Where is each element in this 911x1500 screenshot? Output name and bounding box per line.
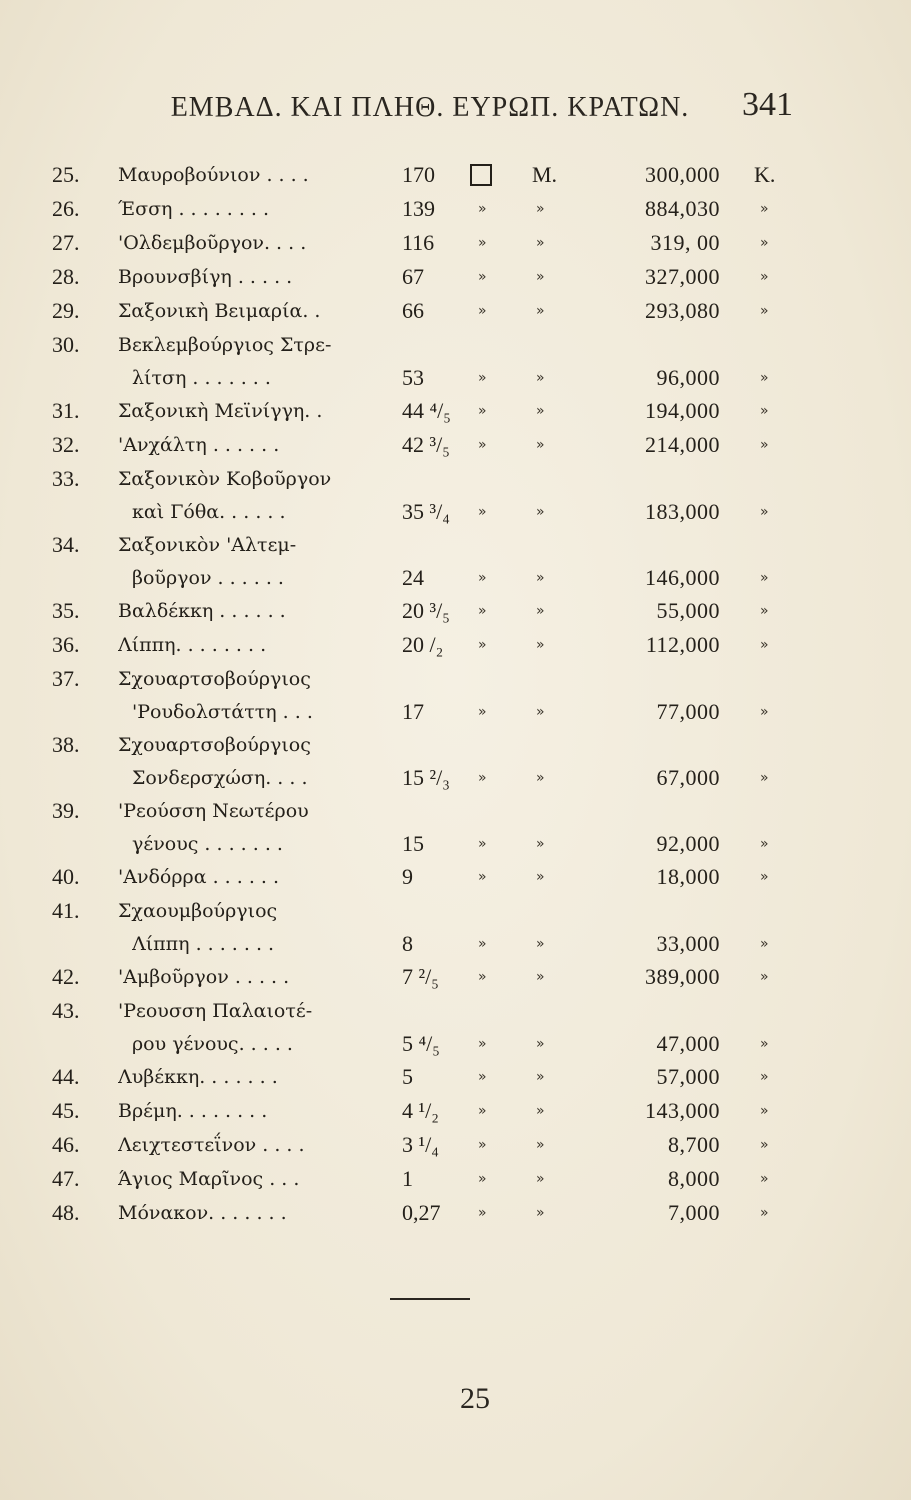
population-value: 96,000 bbox=[656, 365, 720, 390]
row-number: 39. bbox=[52, 798, 80, 823]
ditto-mark: » bbox=[760, 303, 769, 319]
area-value: 7 ²/₅ bbox=[402, 964, 439, 989]
population-value: 214,000 bbox=[645, 432, 720, 457]
ditto-mark: » bbox=[536, 770, 545, 786]
ditto-mark: » bbox=[760, 201, 769, 217]
population-value: 327,000 bbox=[645, 264, 720, 289]
state-name: 'Ανχάλτη . . . . . . bbox=[118, 434, 280, 456]
area-value: 8 bbox=[402, 931, 413, 956]
state-name: Βεκλεμβούργιος Στρε- bbox=[118, 334, 332, 356]
row-number: 25. bbox=[52, 162, 80, 187]
state-name: Λυβέκκη. . . . . . . bbox=[118, 1066, 278, 1088]
ditto-mark: » bbox=[536, 603, 545, 619]
state-name: Έσση . . . . . . . . bbox=[118, 198, 270, 220]
row-number: 41. bbox=[52, 898, 80, 923]
ditto-mark: » bbox=[478, 1137, 487, 1153]
row-number: 35. bbox=[52, 598, 80, 623]
row-number: 44. bbox=[52, 1064, 80, 1089]
area-value: 42 ³/₅ bbox=[402, 432, 450, 457]
population-value: 77,000 bbox=[656, 699, 720, 724]
table-row bbox=[0, 192, 911, 226]
population-value: 300,000 bbox=[645, 162, 720, 187]
area-value: 4 ¹/₂ bbox=[402, 1098, 439, 1123]
ditto-mark: » bbox=[760, 869, 769, 885]
table-row bbox=[0, 158, 911, 192]
table-row bbox=[0, 794, 911, 828]
row-number: 31. bbox=[52, 398, 80, 423]
ditto-mark: » bbox=[536, 1036, 545, 1052]
ditto-mark: » bbox=[760, 603, 769, 619]
ditto-mark: » bbox=[478, 1171, 487, 1187]
population-value: 884,030 bbox=[645, 196, 720, 221]
state-name: Σχαουμβούργιος bbox=[118, 900, 278, 922]
row-number: 42. bbox=[52, 964, 80, 989]
ditto-mark: » bbox=[760, 637, 769, 653]
table-row bbox=[0, 528, 911, 562]
population-value: 92,000 bbox=[656, 831, 720, 856]
area-value: 170 bbox=[402, 162, 435, 187]
ditto-mark: » bbox=[536, 637, 545, 653]
ditto-mark: » bbox=[478, 403, 487, 419]
ditto-mark: » bbox=[760, 1103, 769, 1119]
table-row bbox=[0, 394, 911, 428]
ditto-mark: » bbox=[536, 869, 545, 885]
state-name: Σαξονικὴ Μεϊνίγγη. . bbox=[118, 400, 323, 422]
population-value: 7,000 bbox=[668, 1200, 720, 1225]
area-value: 53 bbox=[402, 365, 424, 390]
state-name: Μόνακον. . . . . . . bbox=[118, 1202, 287, 1224]
ditto-mark: » bbox=[478, 704, 487, 720]
table-row-continuation bbox=[0, 696, 911, 728]
table-row-continuation bbox=[0, 362, 911, 394]
state-name: Λίππη . . . . . . . bbox=[132, 933, 275, 955]
row-number: 43. bbox=[52, 998, 80, 1023]
population-value: 8,000 bbox=[668, 1166, 720, 1191]
area-value: 5 bbox=[402, 1064, 413, 1089]
table-row bbox=[0, 226, 911, 260]
signature-mark: 25 bbox=[460, 1382, 490, 1415]
area-value: 44 ⁴/₅ bbox=[402, 398, 451, 423]
area-value: 67 bbox=[402, 264, 424, 289]
ditto-mark: » bbox=[478, 1205, 487, 1221]
area-value: 5 ⁴/₅ bbox=[402, 1031, 440, 1056]
state-name: Σονδερσχώση. . . . bbox=[132, 767, 308, 789]
population-value: 183,000 bbox=[645, 499, 720, 524]
area-unit-label: Μ. bbox=[532, 162, 558, 187]
ditto-mark: » bbox=[536, 437, 545, 453]
population-value: 146,000 bbox=[645, 565, 720, 590]
state-name: Βαλδέκκη . . . . . . bbox=[118, 600, 286, 622]
ditto-mark: » bbox=[536, 403, 545, 419]
area-value: 20 ³/₅ bbox=[402, 598, 450, 623]
row-number: 29. bbox=[52, 298, 80, 323]
row-number: 26. bbox=[52, 196, 80, 221]
states-table bbox=[0, 158, 911, 1230]
row-number: 47. bbox=[52, 1166, 80, 1191]
table-row-continuation bbox=[0, 762, 911, 794]
ditto-mark: » bbox=[760, 570, 769, 586]
row-number: 33. bbox=[52, 466, 80, 491]
table-row bbox=[0, 1162, 911, 1196]
ditto-mark: » bbox=[478, 603, 487, 619]
row-number: 28. bbox=[52, 264, 80, 289]
running-title: ΕΜΒΑΔ. ΚΑΙ ΠΛΗΘ. ΕΥΡΩΠ. ΚΡΑΤΩΝ. bbox=[170, 92, 690, 123]
state-name: βοῦργον . . . . . . bbox=[132, 567, 284, 589]
state-name: 'Αμβοῦργον . . . . . bbox=[118, 966, 290, 988]
area-value: 66 bbox=[402, 298, 424, 323]
ditto-mark: » bbox=[760, 1171, 769, 1187]
state-name: 'Ρουδολστάττη . . . bbox=[132, 701, 313, 723]
ditto-mark: » bbox=[478, 637, 487, 653]
ditto-mark: » bbox=[536, 370, 545, 386]
ditto-mark: » bbox=[760, 1036, 769, 1052]
population-value: 33,000 bbox=[656, 931, 720, 956]
ditto-mark: » bbox=[760, 437, 769, 453]
ditto-mark: » bbox=[536, 201, 545, 217]
square-unit-icon bbox=[470, 164, 492, 186]
row-number: 45. bbox=[52, 1098, 80, 1123]
ditto-mark: » bbox=[536, 570, 545, 586]
table-row bbox=[0, 594, 911, 628]
ditto-mark: » bbox=[478, 836, 487, 852]
state-name: Σαξονικὴ Βειμαρία. . bbox=[118, 300, 321, 322]
table-row-continuation bbox=[0, 928, 911, 960]
page-number: 341 bbox=[742, 86, 793, 123]
population-value: 18,000 bbox=[656, 864, 720, 889]
area-value: 3 ¹/₄ bbox=[402, 1132, 439, 1157]
ditto-mark: » bbox=[478, 303, 487, 319]
ditto-mark: » bbox=[478, 936, 487, 952]
ditto-mark: » bbox=[760, 235, 769, 251]
table-row-continuation bbox=[0, 828, 911, 860]
ditto-mark: » bbox=[478, 969, 487, 985]
table-row bbox=[0, 994, 911, 1028]
population-value: 194,000 bbox=[645, 398, 720, 423]
ditto-mark: » bbox=[760, 936, 769, 952]
ditto-mark: » bbox=[760, 1137, 769, 1153]
area-value: 20 /₂ bbox=[402, 632, 444, 657]
ditto-mark: » bbox=[536, 1069, 545, 1085]
ditto-mark: » bbox=[478, 1069, 487, 1085]
ditto-mark: » bbox=[478, 1036, 487, 1052]
state-name: Λειχτεστεΐνον . . . . bbox=[118, 1134, 305, 1156]
table-row bbox=[0, 628, 911, 662]
row-number: 34. bbox=[52, 532, 80, 557]
row-number: 37. bbox=[52, 666, 80, 691]
state-name: 'Ρεούσση Νεωτέρου bbox=[118, 800, 309, 822]
population-value: 55,000 bbox=[656, 598, 720, 623]
ditto-mark: » bbox=[536, 1171, 545, 1187]
state-name: Σχουαρτσοβούργιος bbox=[118, 668, 311, 690]
state-name: 'Ολδεμβοῦργον. . . . bbox=[118, 232, 307, 254]
table-row bbox=[0, 728, 911, 762]
table-row-continuation bbox=[0, 562, 911, 594]
ditto-mark: » bbox=[536, 704, 545, 720]
ditto-mark: » bbox=[760, 770, 769, 786]
population-value: 293,080 bbox=[645, 298, 720, 323]
table-row bbox=[0, 462, 911, 496]
ditto-mark: » bbox=[536, 235, 545, 251]
ditto-mark: » bbox=[536, 1103, 545, 1119]
area-value: 15 ²/₃ bbox=[402, 765, 450, 790]
area-value: 0,27 bbox=[402, 1200, 441, 1225]
population-value: 67,000 bbox=[656, 765, 720, 790]
state-name: Βρουνσβίγη . . . . . bbox=[118, 266, 293, 288]
state-name: 'Ρεουσση Παλαιοτέ- bbox=[118, 1000, 313, 1022]
ditto-mark: » bbox=[760, 704, 769, 720]
state-name: Σχουαρτσοβούργιος bbox=[118, 734, 311, 756]
state-name: καὶ Γόθα. . . . . . bbox=[132, 501, 286, 523]
area-value: 139 bbox=[402, 196, 435, 221]
area-value: 116 bbox=[402, 230, 435, 255]
row-number: 40. bbox=[52, 864, 80, 889]
ditto-mark: » bbox=[760, 403, 769, 419]
ditto-mark: » bbox=[760, 836, 769, 852]
population-value: 47,000 bbox=[656, 1031, 720, 1056]
area-value: 1 bbox=[402, 1166, 413, 1191]
table-row bbox=[0, 428, 911, 462]
ditto-mark: » bbox=[536, 969, 545, 985]
table-row bbox=[0, 328, 911, 362]
table-row bbox=[0, 662, 911, 696]
table-row bbox=[0, 1094, 911, 1128]
ditto-mark: » bbox=[478, 770, 487, 786]
table-row bbox=[0, 294, 911, 328]
state-name: Βρέμη. . . . . . . . bbox=[118, 1100, 268, 1122]
ditto-mark: » bbox=[478, 201, 487, 217]
table-row bbox=[0, 1196, 911, 1230]
state-name: λίτση . . . . . . . bbox=[132, 367, 271, 389]
row-number: 27. bbox=[52, 230, 80, 255]
area-value: 17 bbox=[402, 699, 424, 724]
population-value: 143,000 bbox=[645, 1098, 720, 1123]
population-value: 389,000 bbox=[645, 964, 720, 989]
ditto-mark: » bbox=[536, 936, 545, 952]
table-row bbox=[0, 960, 911, 994]
ditto-mark: » bbox=[478, 1103, 487, 1119]
ditto-mark: » bbox=[536, 504, 545, 520]
table-row-continuation bbox=[0, 496, 911, 528]
ditto-mark: » bbox=[478, 437, 487, 453]
state-name: Λίππη. . . . . . . . bbox=[118, 634, 267, 656]
row-number: 46. bbox=[52, 1132, 80, 1157]
state-name: 'Ανδόρρα . . . . . . bbox=[118, 866, 280, 888]
ditto-mark: » bbox=[536, 1137, 545, 1153]
row-number: 38. bbox=[52, 732, 80, 757]
ditto-mark: » bbox=[760, 1069, 769, 1085]
state-name: Άγιος Μαρῖνος . . . bbox=[118, 1168, 300, 1190]
state-name: ρου γένους. . . . . bbox=[132, 1033, 293, 1055]
ditto-mark: » bbox=[536, 836, 545, 852]
row-number: 30. bbox=[52, 332, 80, 357]
area-value: 15 bbox=[402, 831, 424, 856]
row-number: 36. bbox=[52, 632, 80, 657]
ditto-mark: » bbox=[478, 269, 487, 285]
row-number: 32. bbox=[52, 432, 80, 457]
state-name: Σαξονικὸν 'Αλτεμ- bbox=[118, 534, 297, 556]
population-value: 8,700 bbox=[668, 1132, 720, 1157]
ditto-mark: » bbox=[536, 303, 545, 319]
area-value: 35 ³/₄ bbox=[402, 499, 450, 524]
state-name: Σαξονικὸν Κοβοῦργον bbox=[118, 468, 332, 490]
state-name: γένους . . . . . . . bbox=[132, 833, 283, 855]
row-number: 48. bbox=[52, 1200, 80, 1225]
population-unit-label: Κ. bbox=[754, 162, 776, 187]
population-value: 57,000 bbox=[656, 1064, 720, 1089]
ditto-mark: » bbox=[760, 370, 769, 386]
table-row bbox=[0, 1128, 911, 1162]
table-row bbox=[0, 860, 911, 894]
ditto-mark: » bbox=[760, 504, 769, 520]
ditto-mark: » bbox=[478, 235, 487, 251]
state-name: Μαυροβούνιον . . . . bbox=[118, 164, 309, 186]
ditto-mark: » bbox=[478, 570, 487, 586]
ditto-mark: » bbox=[536, 269, 545, 285]
ditto-mark: » bbox=[478, 869, 487, 885]
ditto-mark: » bbox=[536, 1205, 545, 1221]
population-value: 112,000 bbox=[645, 632, 720, 657]
table-row-continuation bbox=[0, 1028, 911, 1060]
area-value: 24 bbox=[402, 565, 424, 590]
table-row bbox=[0, 894, 911, 928]
table-row bbox=[0, 1060, 911, 1094]
area-value: 9 bbox=[402, 864, 413, 889]
table-row bbox=[0, 260, 911, 294]
ditto-mark: » bbox=[760, 1205, 769, 1221]
closing-rule bbox=[390, 1298, 470, 1300]
ditto-mark: » bbox=[760, 269, 769, 285]
ditto-mark: » bbox=[478, 370, 487, 386]
ditto-mark: » bbox=[760, 969, 769, 985]
ditto-mark: » bbox=[478, 504, 487, 520]
population-value: 319, 00 bbox=[650, 230, 720, 255]
